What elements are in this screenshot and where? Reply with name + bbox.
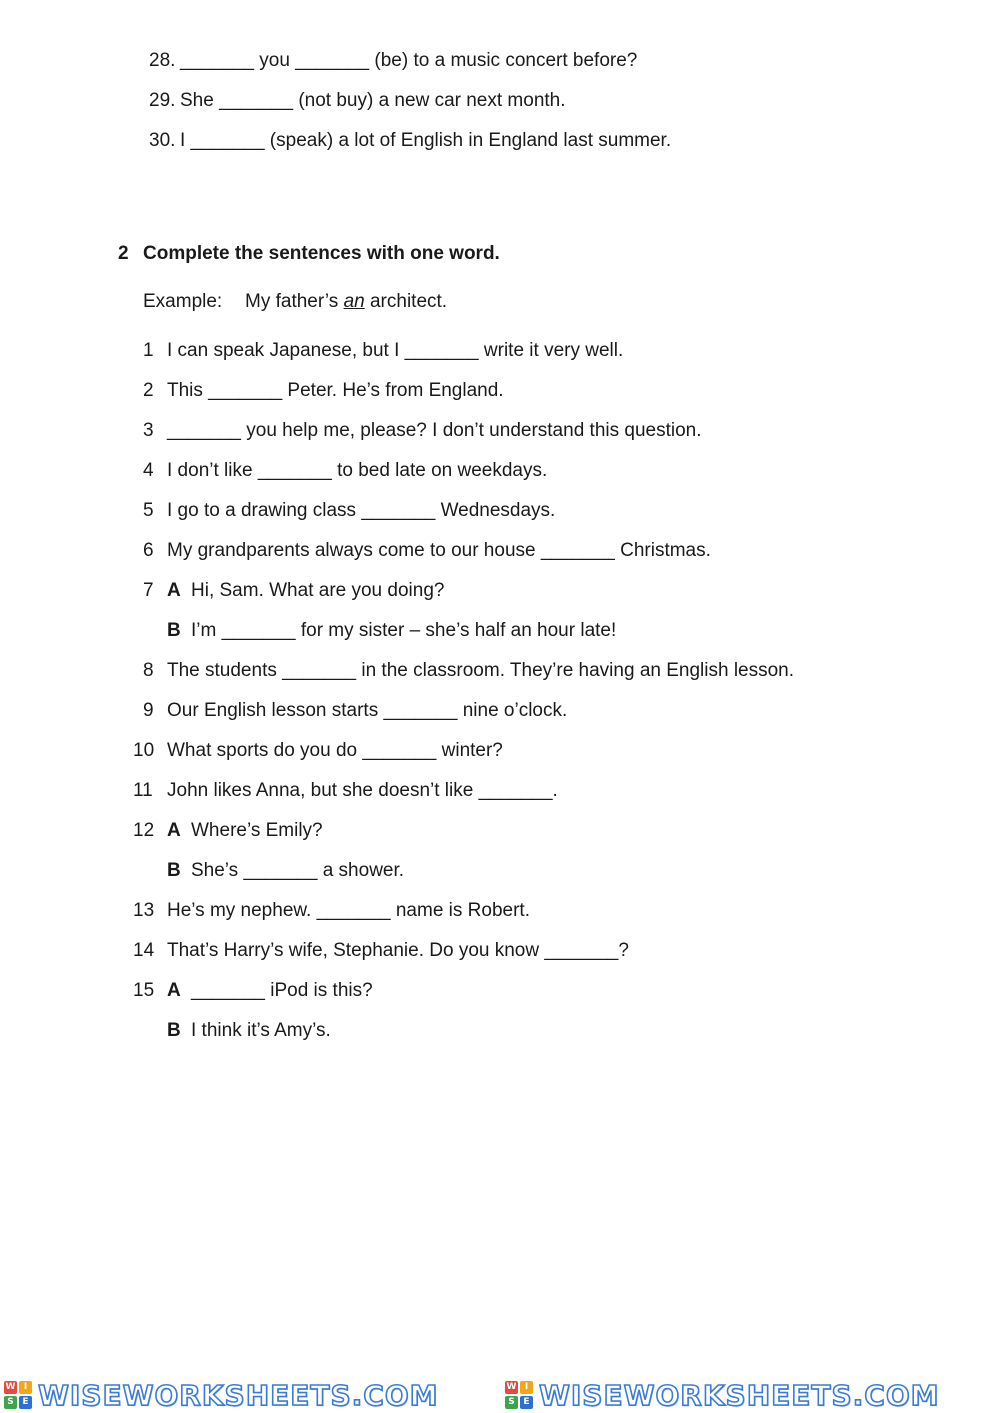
logo-tile: W [506, 1382, 517, 1392]
dialogue-text-a: _______ iPod is this? [191, 980, 373, 1001]
item-number: 3 [143, 420, 154, 441]
item-number: 1 [143, 340, 154, 361]
item-number: 28. [149, 50, 176, 71]
example-before: My father’s [245, 291, 344, 312]
item-text: I _______ (speak) a lot of English in England last summer. [180, 130, 672, 151]
dialogue-text-b: I’m _______ for my sister – she’s half an hour late! [191, 620, 617, 641]
logo-tile: S [4, 1396, 17, 1409]
item-text: The students _______ in the classroom. They’re having an English lesson. [167, 660, 795, 681]
speaker-b: B [167, 860, 181, 881]
item-number: 14 [133, 940, 155, 961]
item-text: He’s my nephew. _______ name is Robert. [167, 900, 530, 921]
item-text: That’s Harry’s wife, Stephanie. Do you know _______? [167, 940, 629, 961]
item-text: I go to a drawing class _______ Wednesdays. [167, 500, 556, 521]
item-number: 15 [133, 980, 155, 1001]
item-number: 9 [143, 700, 154, 721]
brand-text: WISEWORKSHEETS.COM [539, 1378, 940, 1412]
logo-grid-icon [505, 1381, 533, 1409]
item-number: 6 [143, 540, 154, 561]
item-number: 10 [133, 740, 155, 761]
logo-tile: I [19, 1381, 32, 1394]
speaker-a: A [167, 820, 181, 841]
dialogue-text-b: She’s _______ a shower. [191, 860, 405, 881]
dialogue-text-a: Where’s Emily? [191, 820, 323, 841]
brand-logo [505, 1380, 940, 1410]
item-text: My grandparents always come to our house _______ Christmas. [167, 540, 711, 561]
speaker-b: B [167, 620, 181, 641]
item-number: 29. [149, 90, 176, 111]
item-text: _______ you help me, please? I don’t understand this question. [167, 420, 702, 441]
example-answer: an [343, 291, 365, 312]
item-number: 30. [149, 130, 176, 151]
footer-watermark [0, 1376, 1000, 1413]
example-label: Example: [143, 291, 223, 312]
item-number: 8 [143, 660, 154, 681]
logo-grid-icon [4, 1381, 32, 1409]
item-text: I don’t like _______ to bed late on weekdays. [167, 460, 548, 481]
logo-tile: I [520, 1381, 533, 1394]
brand-logo [4, 1380, 439, 1410]
logo-tile: E [19, 1396, 32, 1409]
item-text: What sports do you do _______ winter? [167, 740, 503, 761]
example-after: architect. [364, 291, 448, 312]
item-text: This _______ Peter. He’s from England. [167, 380, 504, 401]
item-text: John likes Anna, but she doesn’t like _______. [167, 780, 558, 801]
logo-tile: E [520, 1396, 533, 1409]
dialogue-text-b: I think it’s Amy’s. [191, 1020, 331, 1041]
speaker-a: A [167, 580, 181, 601]
logo-tile: W [5, 1382, 16, 1392]
item-number: 12 [133, 820, 155, 841]
example-sentence [245, 290, 447, 314]
dialogue-text-a: Hi, Sam. What are you doing? [191, 580, 445, 601]
speaker-a: A [167, 980, 181, 1001]
brand-text: WISEWORKSHEETS.COM [38, 1378, 439, 1412]
item-number: 4 [143, 460, 154, 481]
item-text: _______ you _______ (be) to a music concert before? [180, 50, 638, 71]
item-number: 5 [143, 500, 154, 521]
item-text: Our English lesson starts _______ nine o’clock. [167, 700, 568, 721]
item-text: I can speak Japanese, but I _______ write it very well. [167, 340, 624, 361]
item-number: 7 [143, 580, 154, 601]
exercise-title: Complete the sentences with one word. [143, 243, 500, 264]
item-text: She _______ (not buy) a new car next month. [180, 90, 566, 111]
exercise-number: 2 [118, 243, 129, 264]
speaker-b: B [167, 1020, 181, 1041]
logo-tile: S [505, 1396, 518, 1409]
item-number: 13 [133, 900, 155, 921]
item-number: 11 [133, 780, 153, 801]
item-number: 2 [143, 380, 154, 401]
